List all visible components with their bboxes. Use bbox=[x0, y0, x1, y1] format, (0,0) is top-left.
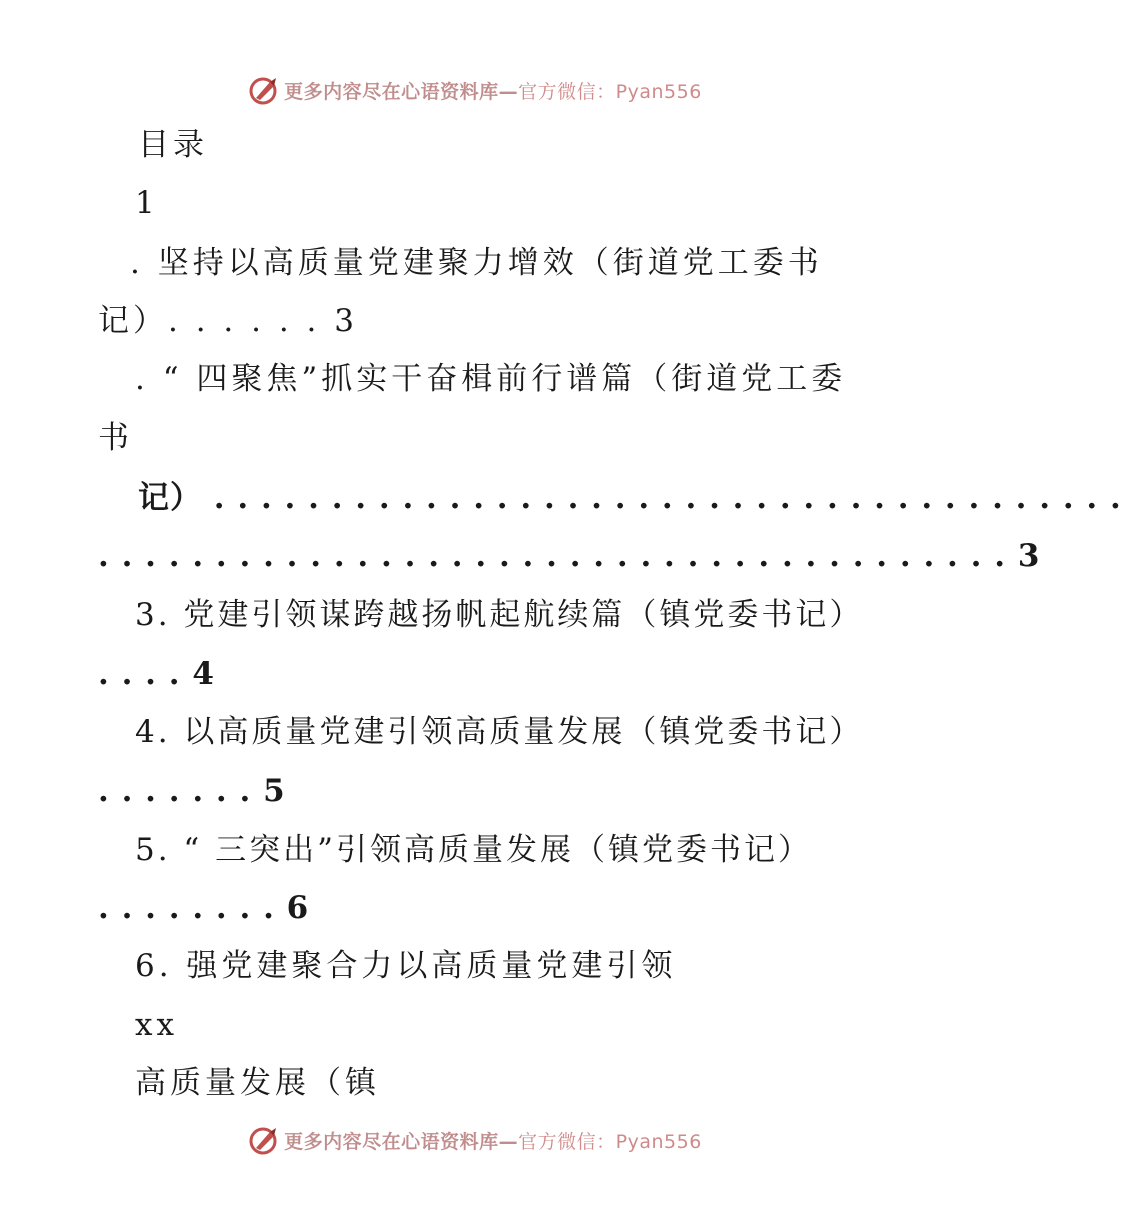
toc-line: . . . . . . . 5 bbox=[98, 773, 286, 809]
toc-line: 1 bbox=[135, 185, 159, 221]
toc-line: 3. 党建引领谋跨越扬帆起航续篇（镇党委书记） bbox=[135, 597, 864, 633]
toc-line: . “ 四聚焦”抓实干奋楫前行谱篇（街道党工委 bbox=[135, 361, 847, 397]
toc-line: xx bbox=[135, 1007, 178, 1043]
watermark-text: 更多内容尽在心语资料库— bbox=[284, 1130, 519, 1153]
pen-logo-icon bbox=[248, 74, 280, 106]
toc-line: 5. “ 三突出”引领高质量发展（镇党委书记） bbox=[135, 832, 812, 868]
toc-line: . . . . 4 bbox=[98, 656, 215, 692]
toc-line: . 坚持以高质量党建聚力增效（街道党工委书 bbox=[130, 245, 823, 281]
toc-line: 记）. . . . . . 3 bbox=[98, 303, 358, 339]
watermark-wechat: 官方微信：Pyan556 bbox=[518, 80, 702, 103]
watermark-text: 更多内容尽在心语资料库— bbox=[284, 80, 519, 103]
pen-logo-icon bbox=[248, 1124, 280, 1156]
footer-watermark bbox=[0, 1120, 950, 1160]
toc-heading: 目录 bbox=[138, 127, 208, 163]
toc-line: 4. 以高质量党建引领高质量发展（镇党委书记） bbox=[135, 714, 864, 750]
toc-line: . . . . . . . . 6 bbox=[98, 890, 310, 926]
toc-line: 记） . . . . . . . . . . . . . . . . . . . . . . . . . . . . . . . . . . . . . . . bbox=[138, 480, 1122, 516]
toc-line: 高质量发展（镇 bbox=[135, 1065, 380, 1101]
watermark-wechat: 官方微信：Pyan556 bbox=[518, 1130, 702, 1153]
toc-line: . . . . . . . . . . . . . . . . . . . . . . . . . . . . . . . . . . . . . . . 3 bbox=[98, 538, 1041, 574]
toc-line: 书 bbox=[98, 420, 133, 456]
header-watermark bbox=[0, 70, 950, 110]
toc-line: 6. 强党建聚合力以高质量党建引领 bbox=[135, 948, 677, 984]
